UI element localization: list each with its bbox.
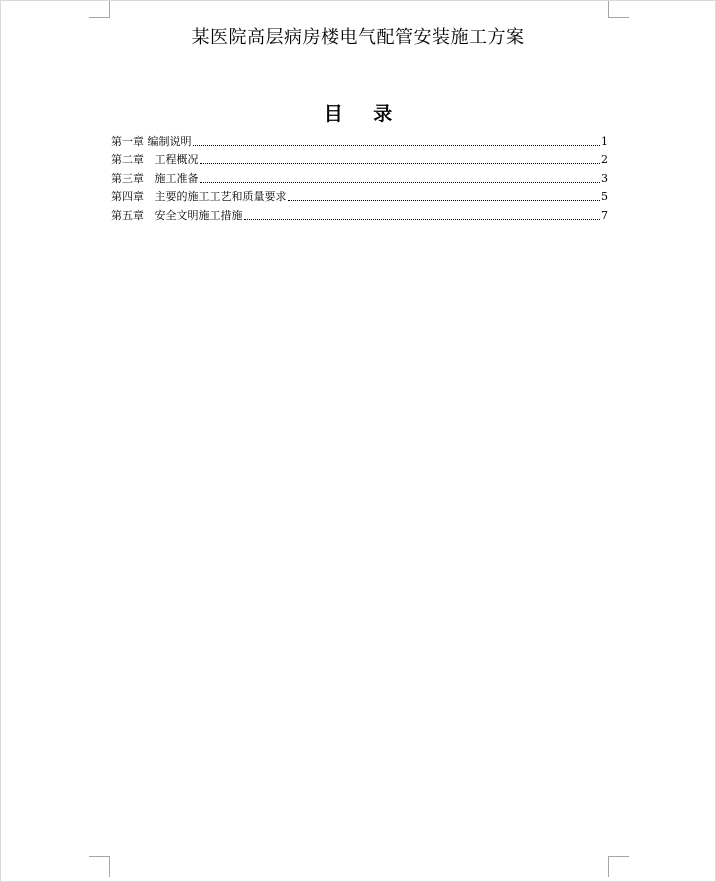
- toc-entry[interactable]: [111, 186, 608, 205]
- crop-mark-bottom-right: [608, 856, 629, 877]
- toc-page-number: 3: [601, 171, 608, 185]
- toc-entry[interactable]: [111, 204, 608, 223]
- toc-entry[interactable]: [111, 130, 608, 149]
- toc-chapter: 第三章: [111, 171, 144, 185]
- toc-page-number: 7: [601, 208, 608, 222]
- toc-leader-dots: [244, 219, 601, 220]
- crop-mark-top-left: [89, 1, 110, 18]
- toc-page-number: 5: [601, 190, 608, 204]
- toc-chapter: 第四章: [111, 190, 144, 204]
- toc-chapter: 第五章: [111, 208, 144, 222]
- toc-heading: 目 录: [323, 103, 393, 125]
- toc-page-number: 1: [601, 134, 608, 148]
- crop-mark-bottom-left: [89, 856, 110, 877]
- toc-title: 工程概况: [154, 153, 199, 167]
- crop-mark-top-right: [608, 1, 629, 18]
- toc-entry[interactable]: [111, 167, 608, 186]
- toc-page-number: 2: [601, 153, 608, 167]
- toc-leader-dots: [193, 145, 601, 146]
- toc-leader-dots: [200, 182, 601, 183]
- toc-entry[interactable]: [111, 149, 608, 168]
- toc-title: 施工准备: [154, 171, 199, 185]
- toc-title: 主要的施工工艺和质量要求: [154, 190, 287, 204]
- toc-title: 安全文明施工措施: [154, 208, 243, 222]
- document-title: 某医院高层病房楼电气配管安装施工方案: [191, 27, 525, 48]
- toc-chapter: 第二章: [111, 153, 144, 167]
- toc-leader-dots: [200, 163, 601, 164]
- table-of-contents: [111, 130, 608, 223]
- toc-leader-dots: [288, 200, 601, 201]
- toc-title: 编制说明: [147, 134, 192, 148]
- toc-chapter: 第一章: [111, 134, 144, 148]
